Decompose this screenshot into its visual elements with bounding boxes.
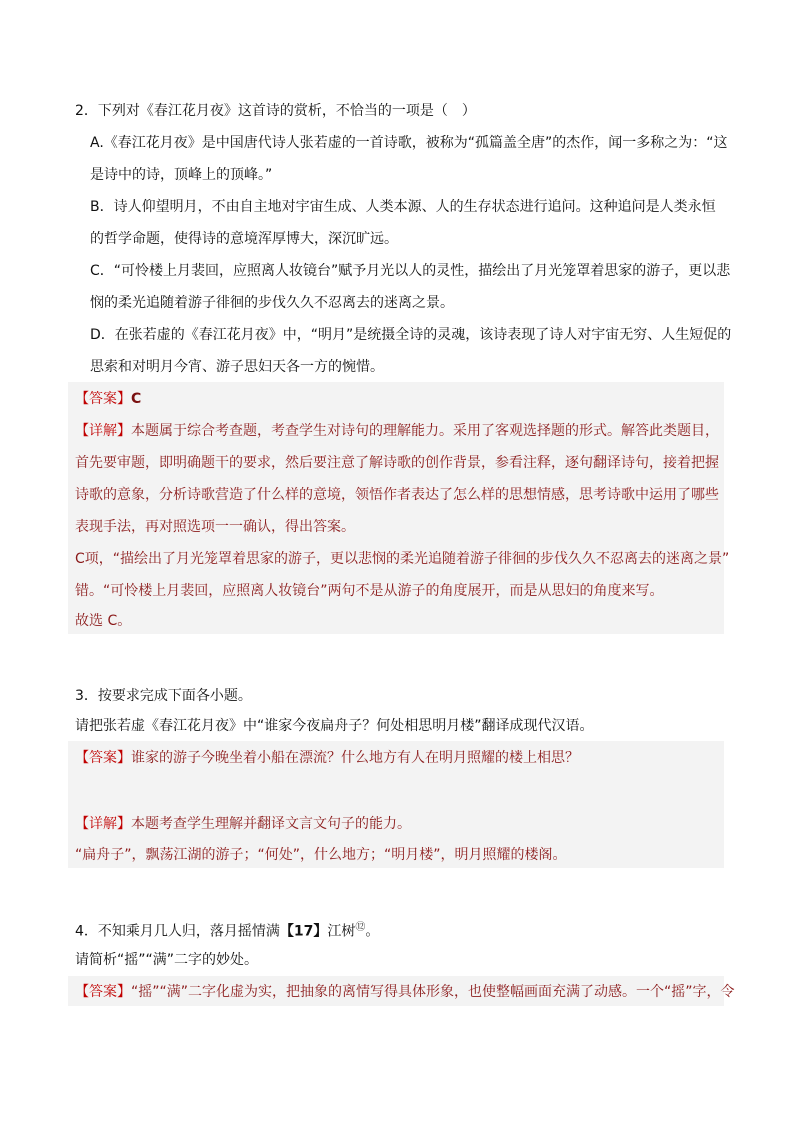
q2-option-d-line1: D．在张若虚的《春江花月夜》中，“明月”是统摄全诗的灵魂，该诗表现了诗人对宇宙无穷、人生短促的 [90, 327, 732, 343]
q4-stem-c: 江树 [327, 923, 356, 940]
q2-detail-line3: 诗歌的意象，分析诗歌营造了什么样的意境，领悟作者表达了怎么样的思想情感，思考诗歌中运用了哪些 [75, 487, 719, 503]
q4-footnote-mark: ⑫ [355, 922, 366, 933]
q2-option-c-line1: C．“可怜楼上月裴回，应照离人妆镜台”赋予月光以人的灵性，描绘出了月光笼罩着思家的游子，更以悲 [90, 263, 731, 279]
q4-sub: 请简析“摇”“满”二字的妙处。 [75, 952, 259, 968]
q4-stem-a: 4．不知乘月几人归，落月摇情满 [75, 923, 280, 940]
q4-answer-tag: 【答案】 [75, 984, 131, 1000]
q3-detail-text1: 本题考查学生理解并翻译文言文句子的能力。 [131, 816, 411, 832]
q3-answer-tag: 【答案】 [75, 750, 131, 766]
q2-stem: 2．下列对《春江花月夜》这首诗的赏析，不恰当的一项是（ ） [75, 103, 476, 119]
q2-detail-line2: 首先要审题，即明确题干的要求，然后要注意了解诗歌的创作背景，参看注释，逐句翻译诗句，接着把握 [75, 455, 719, 471]
q3-detail-line2: “扁舟子”，飘荡江湖的游子；“何处”，什么地方；“明月楼”，明月照耀的楼阁。 [75, 847, 567, 863]
q2-option-b-line1: B．诗人仰望明月，不由自主地对宇宙生成、人类本源、人的生存状态进行追问。这种追问是人类永恒 [90, 199, 716, 215]
q3-detail-line1 [75, 814, 411, 834]
q3-answer [75, 748, 579, 768]
q2-option-c-line2: 悯的柔光追随着游子徘徊的步伐久久不忍离去的迷离之景。 [90, 295, 454, 311]
q3-stem: 3．按要求完成下面各小题。 [75, 688, 252, 704]
q2-detail-text1: 本题属于综合考查题，考查学生对诗句的理解能力。采用了客观选择题的形式。解答此类题目， [131, 423, 719, 439]
q2-answer [75, 389, 141, 409]
q2-answer-value: C [131, 391, 142, 407]
q4-answer [75, 982, 735, 1002]
q2-answer-tag: 【答案】 [75, 391, 131, 407]
q3-sub: 请把张若虚《春江花月夜》中“谁家今夜扁舟子？何处相思明月楼”翻译成现代汉语。 [75, 718, 594, 734]
q2-option-d-line2: 思索和对明月今宵、游子思妇天各一方的惋惜。 [90, 359, 384, 375]
q2-option-b-line2: 的哲学命题，使得诗的意境浑厚博大，深沉旷远。 [90, 231, 398, 247]
q4-answer-text: “摇”“满”二字化虚为实，把抽象的离情写得具体形象，也使整幅画面充满了动感。一个“摇”字，令 [131, 984, 735, 1000]
q4-stem-b: 【17】 [279, 923, 328, 940]
q4-stem-d: 。 [365, 923, 380, 940]
q2-detail-line6: 错。“可怜楼上月裴回，应照离人妆镜台”两句不是从游子的角度展开，而是从思妇的角度来写。 [75, 583, 664, 599]
q2-detail-tag: 【详解】 [75, 423, 131, 439]
q2-detail-line1 [75, 421, 719, 441]
q2-detail-line4: 表现手法，再对照选项一一确认，得出答案。 [75, 519, 355, 535]
q3-detail-tag: 【详解】 [75, 816, 131, 832]
q2-option-a-line1: A.《春江花月夜》是中国唐代诗人张若虚的一首诗歌，被称为“孤篇盖全唐”的杰作，闻一多称之为：“这 [90, 135, 728, 151]
q2-detail-line7: 故选 C。 [75, 613, 132, 629]
q4-stem [75, 918, 379, 942]
q2-option-a-line2: 是诗中的诗，顶峰上的顶峰。” [90, 167, 273, 183]
q2-detail-line5: C项，“描绘出了月光笼罩着思家的游子，更以悲悯的柔光追随着游子徘徊的步伐久久不忍离去的迷离之景” [75, 551, 730, 567]
q3-answer-text: 谁家的游子今晚坐着小船在漂流？什么地方有人在明月照耀的楼上相思？ [131, 750, 579, 766]
